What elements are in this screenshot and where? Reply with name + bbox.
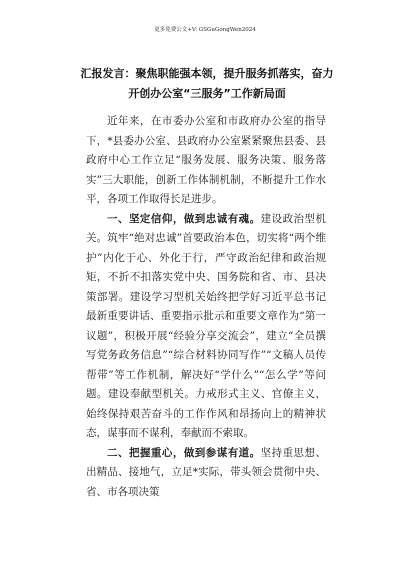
promo-watermark: 更多免费公文+V: GSGuGongWen2024 — [154, 27, 256, 33]
section-1-heading: 一、坚定信仰，做到忠诚有魂。 — [107, 212, 261, 225]
section-1-text: 建设政治型机关。筑牢“绝对忠诚”首要政治本色，切实将“两个维护”内化于心、外化于行，严守政治纪律和政治规矩，不折不扣落实党中央、国务院和省、市、县决策部署。建设学习型机关始终把学好习近平总书记最新重要讲话、重要指示批示和重要文章作为“第一议题”，积极开展“经验分享交流会”，建立“全员撰写党务政务信息”“综合材料协同写作”“文稿人员传帮带”等工作机制，解决好“学什么”“怎么学”等问题。建设奉献型机关。力戒形式主义、官僚主义，始终保持艰苦奋斗的工作作风和昂扬向上的精神状态，谋事而不谋利，奉献而不索取。 — [86, 212, 327, 439]
section-1-paragraph — [86, 210, 326, 444]
section-2-text: 坚持重思想、出精品、接地气，立足*实际，带头领会贯彻中央、省、市各项决策 — [86, 446, 327, 498]
section-2-paragraph — [86, 444, 326, 503]
intro-paragraph — [86, 112, 326, 210]
document-body — [86, 112, 326, 502]
section-2-heading: 二、把握重心，做到参谋有道。 — [107, 446, 261, 459]
document-title: 汇报发言：聚焦职能强本领，提升服务抓落实，奋力开创办公室“三服务”工作新局面 — [80, 67, 334, 100]
intro-text: 近年来，在市委办公室和市政府办公室的指导下，*县委办公室、县政府办公室紧紧聚焦县委、县政府中心工作立足“服务发展、服务决策、服务落实”三大职能，创新工作体制机制，不断提升工作水平，各项工作取得长足进步。 — [86, 115, 326, 205]
